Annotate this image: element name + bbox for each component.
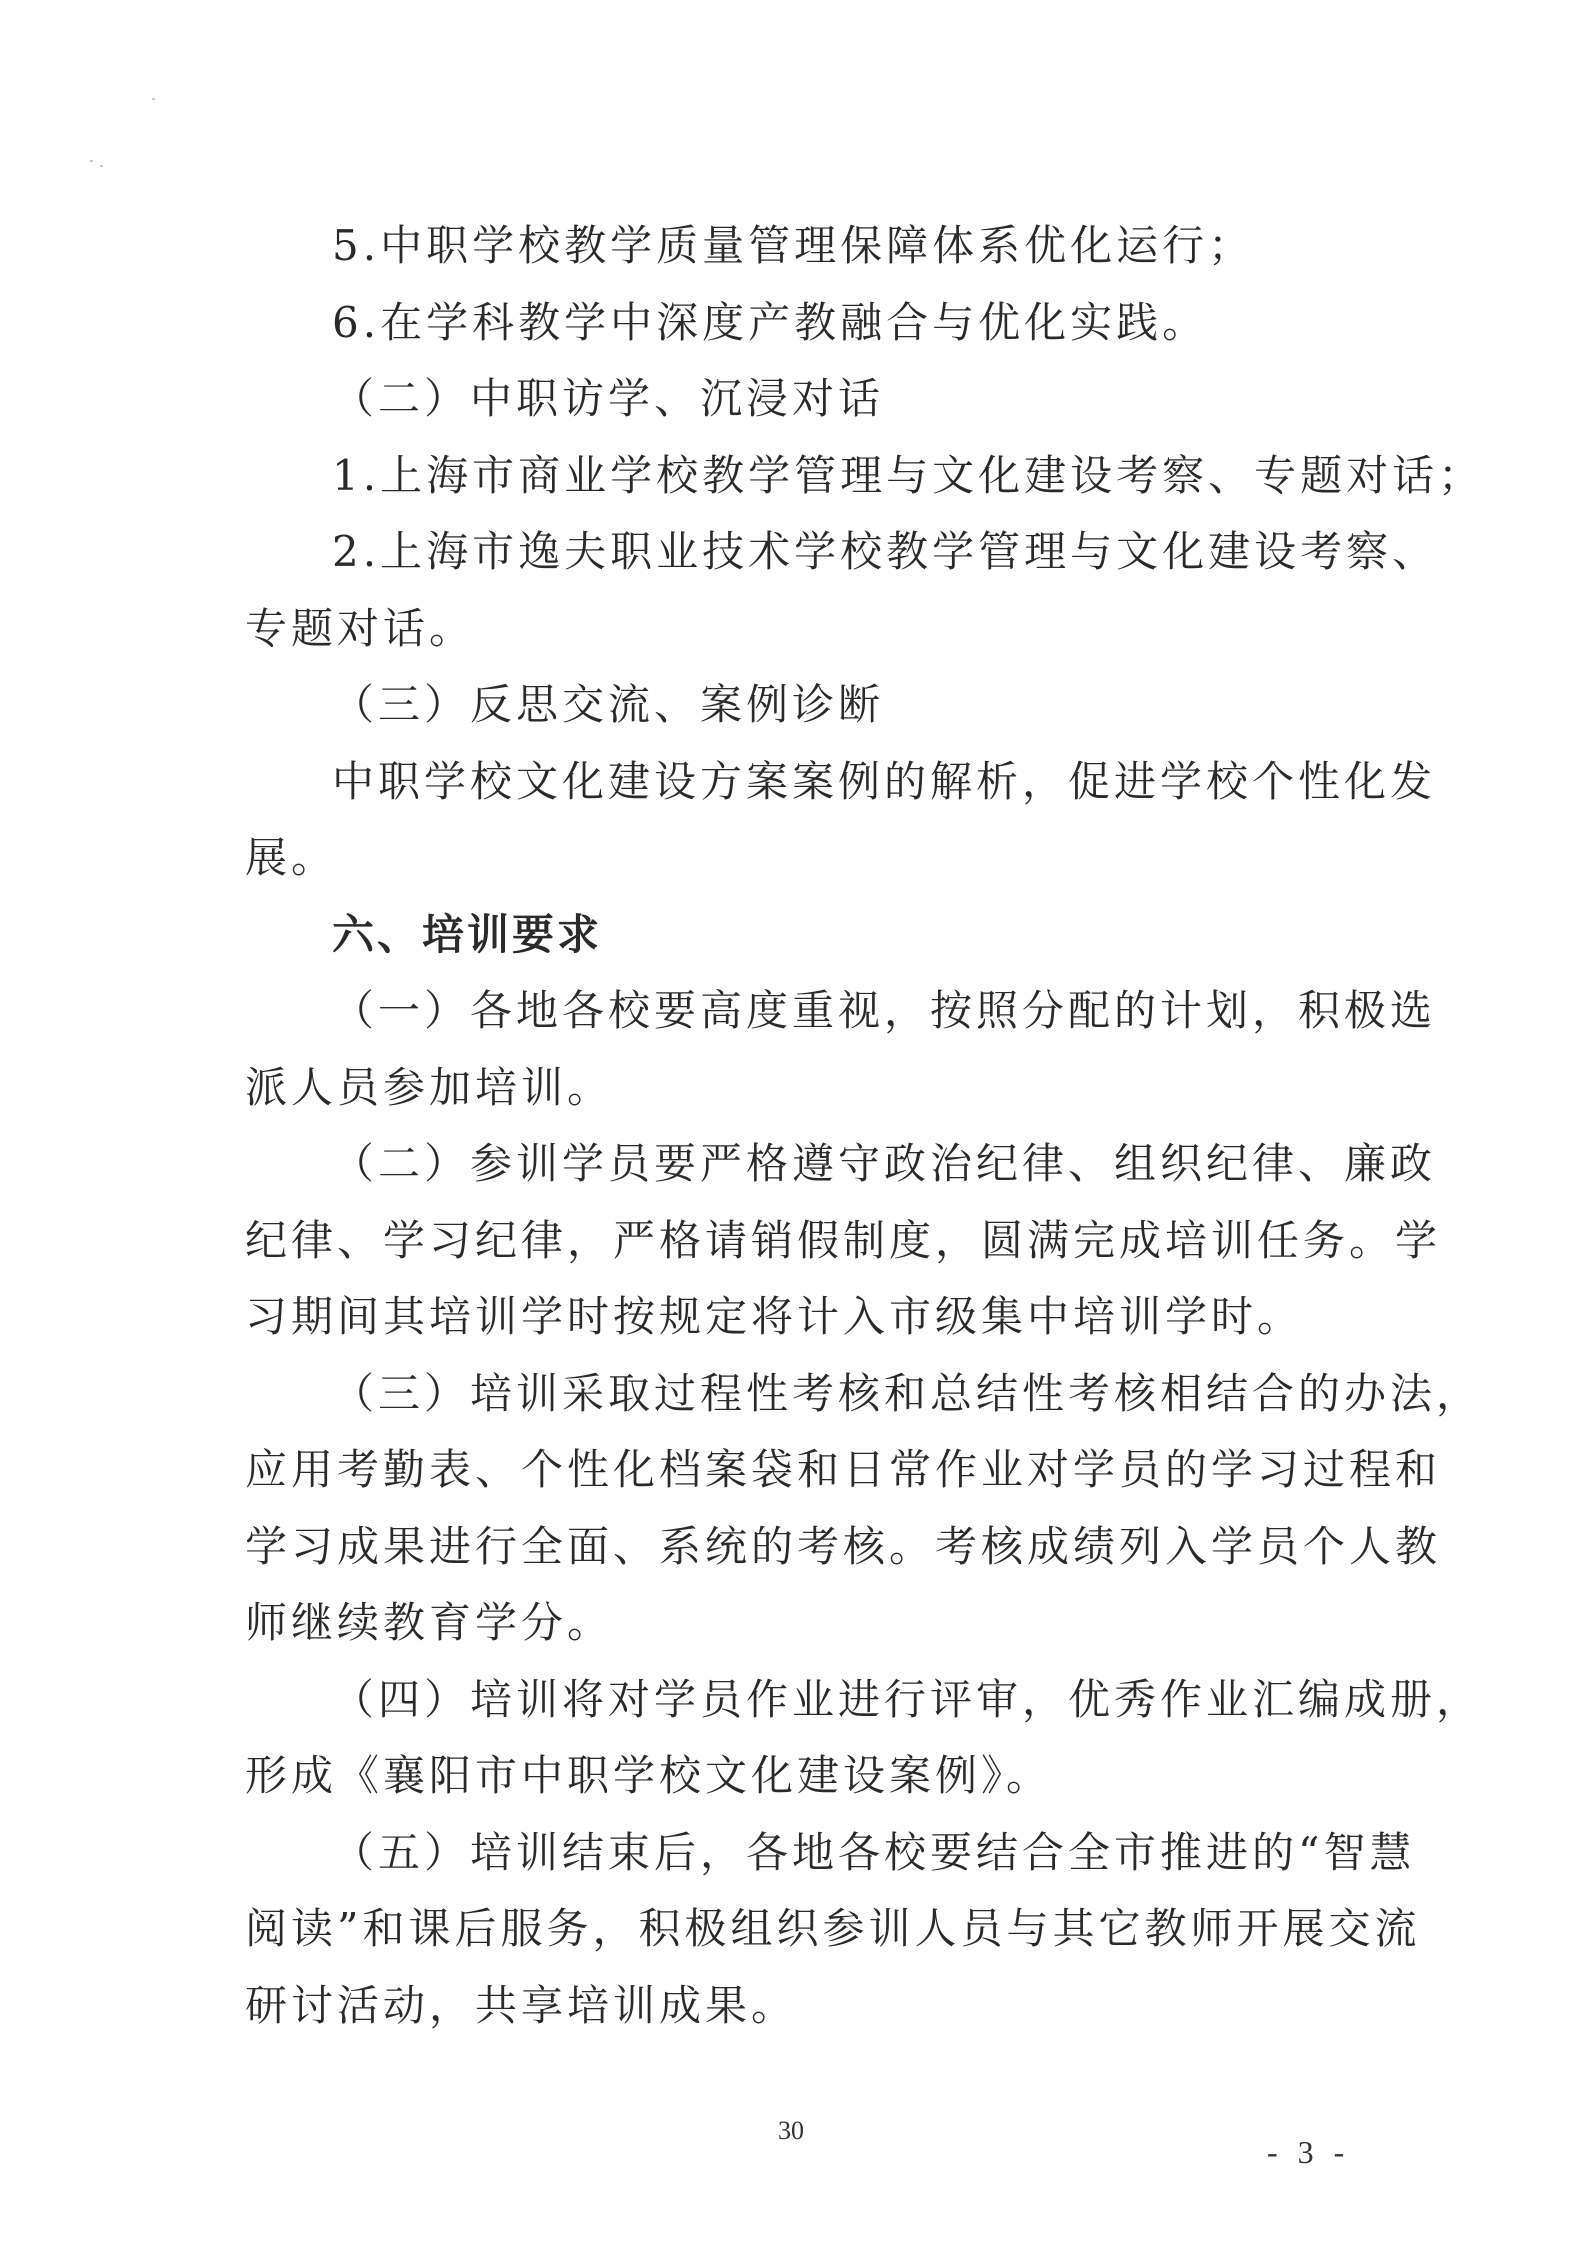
body-line: （三）反思交流、案例诊断 <box>332 680 885 729</box>
body-line: 中职学校文化建设方案案例的解析，促进学校个性化发 <box>332 757 1437 806</box>
body-line: （三）培训采取过程性考核和总结性考核相结合的办法， <box>332 1369 1483 1418</box>
body-line: 6.在学科教学中深度产教融合与优化实践。 <box>332 298 1209 347</box>
body-line: （一）各地各校要高度重视，按照分配的计划，积极选 <box>332 986 1437 1035</box>
scan-speck <box>152 98 155 100</box>
body-line: 形成《襄阳市中职学校文化建设案例》。 <box>245 1751 1053 1800</box>
body-line: 习期间其培训学时按规定将计入市级集中培训学时。 <box>245 1292 1304 1341</box>
scan-speck <box>100 165 103 167</box>
scan-speck <box>90 160 93 162</box>
body-line: 派人员参加培训。 <box>245 1063 614 1112</box>
body-line: 2.上海市逸夫职业技术学校教学管理与文化建设考察、 <box>332 527 1439 576</box>
body-line: 阅读”和课后服务，积极组织参训人员与其它教师开展交流 <box>245 1904 1421 1953</box>
body-line: 应用考勤表、个性化档案袋和日常作业对学员的学习过程和 <box>245 1445 1442 1494</box>
page-number: - 3 - <box>1267 2134 1351 2170</box>
body-line: （四）培训将对学员作业进行评审，优秀作业汇编成册， <box>332 1675 1483 1724</box>
body-line: 5.中职学校教学质量管理保障体系优化运行； <box>332 221 1255 270</box>
section-heading: 六、培训要求 <box>332 910 603 959</box>
body-line: 专题对话。 <box>245 604 476 653</box>
body-line: 学习成果进行全面、系统的考核。考核成绩列入学员个人教 <box>245 1522 1442 1571</box>
serial-number: 30 <box>778 2116 804 2145</box>
body-line: 1.上海市商业学校教学管理与文化建设考察、专题对话； <box>332 451 1485 500</box>
body-line: （二）中职访学、沉浸对话 <box>332 374 885 423</box>
body-line: （五）培训结束后，各地各校要结合全市推进的“智慧 <box>332 1828 1416 1877</box>
body-line: 纪律、学习纪律，严格请销假制度，圆满完成培训任务。学 <box>245 1216 1442 1265</box>
body-line: （二）参训学员要严格遵守政治纪律、组织纪律、廉政 <box>332 1139 1437 1188</box>
body-line: 研讨活动，共享培训成果。 <box>245 1981 798 2030</box>
body-line: 展。 <box>245 833 338 882</box>
body-line: 师继续教育学分。 <box>245 1598 614 1647</box>
